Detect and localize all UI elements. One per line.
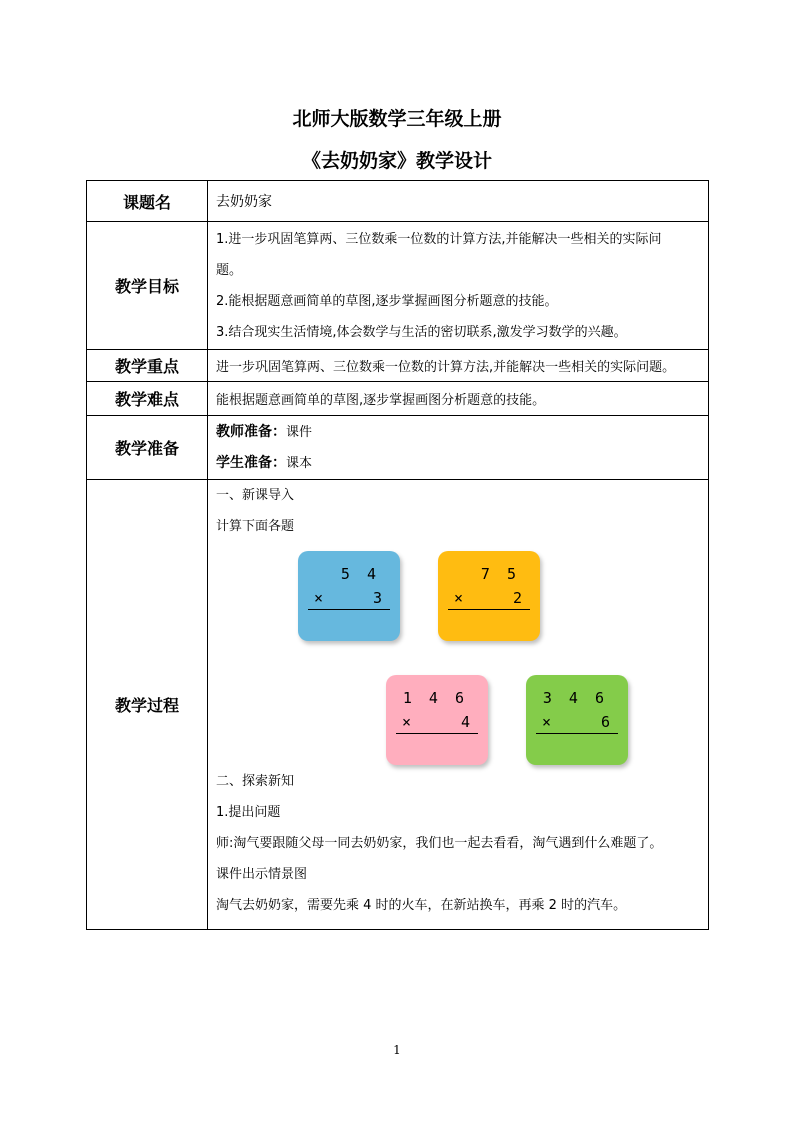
difficulty-label: 教学难点 xyxy=(87,382,208,416)
row-process xyxy=(87,480,709,930)
card-multiplicand: 3 4 6 xyxy=(542,689,608,707)
goal-line: 1.进一步巩固笔算两、三位数乘一位数的计算方法,并能解决一些相关的实际问 xyxy=(216,231,662,247)
result-line xyxy=(448,609,530,610)
row-key-point xyxy=(87,350,709,382)
teacher-prep xyxy=(216,417,708,448)
instruction-text: 计算下面各题 xyxy=(216,519,295,534)
goal-line: 题。 xyxy=(216,262,243,278)
card-multiplicand: 1 4 6 xyxy=(402,689,468,707)
goal-line: 2.能根据题意画简单的草图,逐步掌握画图分析题意的技能。 xyxy=(216,293,558,309)
goals-label: 教学目标 xyxy=(87,222,208,350)
result-line xyxy=(308,609,390,610)
sub-heading: 1.提出问题 xyxy=(216,805,281,820)
row-preparation xyxy=(87,416,709,480)
teacher-prep-value: 课件 xyxy=(286,424,313,440)
row-goals xyxy=(87,222,709,350)
exercise-card xyxy=(298,551,400,641)
student-prep-label: 学生准备： xyxy=(216,454,286,471)
goal-line: 3.结合现实生活情境,体会数学与生活的密切联系,激发学习数学的兴趣。 xyxy=(216,324,627,340)
exercise-card xyxy=(438,551,540,641)
multiply-sign: × xyxy=(454,589,464,607)
lesson-plan-table xyxy=(86,180,709,930)
preparation-label: 教学准备 xyxy=(87,416,208,480)
multiply-sign: × xyxy=(314,589,324,607)
goals-content xyxy=(208,222,709,350)
topic-label: 课题名 xyxy=(87,181,208,222)
preparation-content xyxy=(208,416,709,480)
exercise-card xyxy=(386,675,488,765)
difficulty-value: 能根据题意画简单的草图,逐步掌握画图分析题意的技能。 xyxy=(208,382,709,416)
multiply-sign: × xyxy=(542,713,552,731)
multiply-sign: × xyxy=(402,713,412,731)
result-line xyxy=(396,733,478,734)
row-topic xyxy=(87,181,709,222)
card-multiplier: 6 xyxy=(600,713,610,731)
process-label: 教学过程 xyxy=(87,480,208,930)
page-number: 1 xyxy=(393,1043,401,1057)
process-content xyxy=(208,480,709,930)
topic-value: 去奶奶家 xyxy=(208,181,709,222)
card-multiplicand: 5 4 xyxy=(340,565,380,583)
card-multiplier: 4 xyxy=(460,713,470,731)
section-intro-heading: 一、新课导入 xyxy=(216,488,295,503)
key-point-label: 教学重点 xyxy=(87,350,208,382)
exercise-card xyxy=(526,675,628,765)
courseware-line: 课件出示情景图 xyxy=(216,867,308,882)
exercise-cards xyxy=(216,480,708,731)
section-explore-heading: 二、探索新知 xyxy=(216,774,295,789)
teacher-line: 师:淘气要跟随父母一同去奶奶家，我们也一起去看看，淘气遇到什么难题了。 xyxy=(216,836,663,851)
card-multiplicand: 7 5 xyxy=(480,565,520,583)
teacher-prep-label: 教师准备： xyxy=(216,423,286,440)
document-title: 北师大版数学三年级上册 xyxy=(292,108,502,130)
key-point-value: 进一步巩固笔算两、三位数乘一位数的计算方法,并能解决一些相关的实际问题。 xyxy=(208,350,709,382)
card-multiplier: 2 xyxy=(512,589,522,607)
card-multiplier: 3 xyxy=(372,589,382,607)
row-difficulty xyxy=(87,382,709,416)
student-prep-value: 课本 xyxy=(286,455,313,471)
story-line: 淘气去奶奶家，需要先乘 4 时的火车，在新站换车，再乘 2 时的汽车。 xyxy=(216,898,627,913)
student-prep xyxy=(216,448,708,479)
result-line xyxy=(536,733,618,734)
document-subtitle: 《去奶奶家》教学设计 xyxy=(301,150,492,172)
